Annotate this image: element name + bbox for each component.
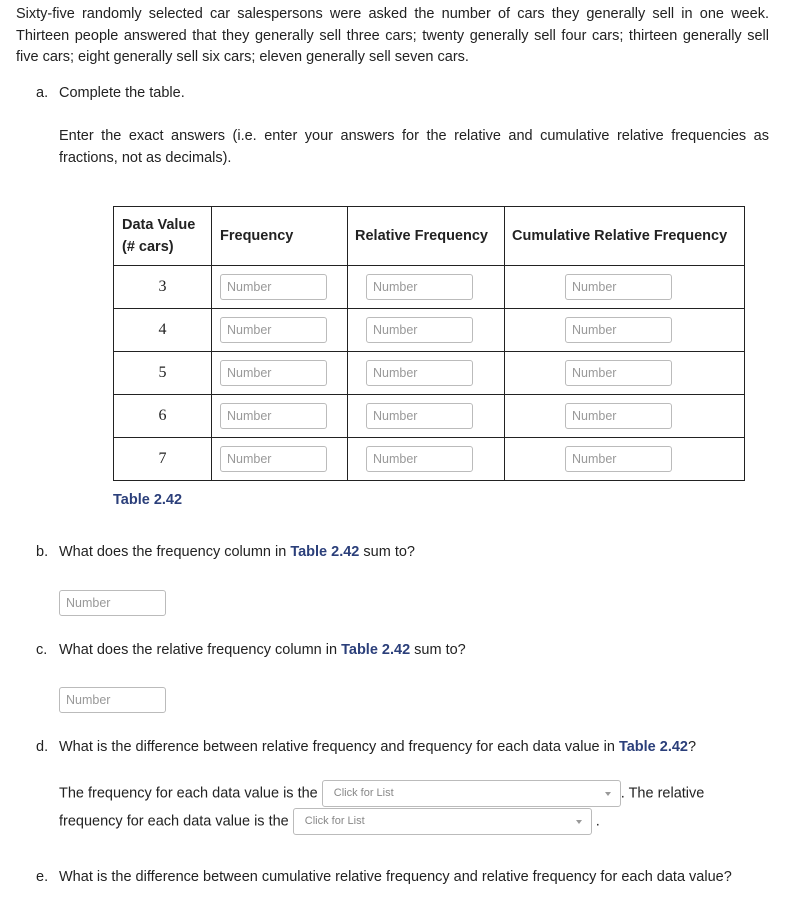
frequency-input[interactable]: Number xyxy=(220,446,327,472)
table-row xyxy=(114,309,745,352)
frequency-table xyxy=(113,206,745,481)
table-header-row xyxy=(114,207,745,266)
table-row xyxy=(114,395,745,438)
part-d-text: What is the difference between relative frequency and frequency for each data value in xyxy=(59,739,619,755)
part-a-instruction: Enter the exact answers (i.e. enter your answers for the relative and cumulative relative frequencies as fractions, not as decimals). xyxy=(59,128,769,166)
table-row xyxy=(114,438,745,481)
relative-frequency-input[interactable]: Number xyxy=(366,274,473,300)
chevron-down-icon xyxy=(605,792,611,796)
table-reference-link: Table 2.42 xyxy=(618,739,688,755)
part-d-sentence-2: frequency for each data value is the Click for List . xyxy=(59,808,600,835)
frequency-input[interactable]: Number xyxy=(220,317,327,343)
table-row xyxy=(114,352,745,395)
table-reference-link: Table 2.42 xyxy=(341,642,411,658)
part-b-text: What does the frequency column in xyxy=(59,544,291,560)
cumulative-relative-frequency-input[interactable]: Number xyxy=(565,317,672,343)
part-a-letter: a. xyxy=(36,85,49,101)
part-b-question: b. What does the frequency column in Table 2.42 sum to? xyxy=(36,544,415,560)
data-value-cell: 7 xyxy=(114,438,212,481)
frequency-sum-input[interactable]: Number xyxy=(59,590,166,616)
part-d-letter: d. xyxy=(36,739,49,755)
header-cumulative-relative-frequency: Cumulative Relative Frequency xyxy=(505,207,745,266)
data-value-cell: 6 xyxy=(114,395,212,438)
header-relative-frequency: Relative Frequency xyxy=(348,207,505,266)
part-d-sentence-1: The frequency for each data value is the Click for List . The relative xyxy=(59,780,704,807)
frequency-input[interactable]: Number xyxy=(220,360,327,386)
header-data-value: Data Value (# cars) xyxy=(114,207,212,266)
relative-frequency-input[interactable]: Number xyxy=(366,446,473,472)
part-c-text: What does the relative frequency column in xyxy=(59,642,342,658)
table-row xyxy=(114,266,745,309)
chevron-down-icon xyxy=(576,820,582,824)
part-e-text: What is the difference between cumulative relative frequency and relative frequency for each data value? xyxy=(59,869,732,885)
data-value-cell: 4 xyxy=(114,309,212,352)
part-e-letter: e. xyxy=(36,869,49,885)
part-e-question xyxy=(36,869,732,885)
relative-frequency-input[interactable]: Number xyxy=(366,403,473,429)
frequency-input[interactable]: Number xyxy=(220,403,327,429)
data-value-cell: 5 xyxy=(114,352,212,395)
frequency-input[interactable]: Number xyxy=(220,274,327,300)
relative-frequency-definition-dropdown[interactable]: Click for List xyxy=(293,808,592,835)
part-a-text: Complete the table. xyxy=(59,85,185,101)
part-a-question xyxy=(36,85,185,101)
part-b-letter: b. xyxy=(36,544,49,560)
frequency-definition-dropdown[interactable]: Click for List xyxy=(322,780,621,807)
relative-frequency-input[interactable]: Number xyxy=(366,317,473,343)
cumulative-relative-frequency-input[interactable]: Number xyxy=(565,446,672,472)
table-caption: Table 2.42 xyxy=(113,492,183,508)
part-d-question: d. What is the difference between relative frequency and frequency for each data value in Table 2.42? xyxy=(36,739,697,755)
part-c-question: c. What does the relative frequency column in Table 2.42 sum to? xyxy=(36,642,466,658)
part-c-letter: c. xyxy=(36,642,48,658)
relative-frequency-sum-input[interactable]: Number xyxy=(59,687,166,713)
relative-frequency-input[interactable]: Number xyxy=(366,360,473,386)
data-value-cell: 3 xyxy=(114,266,212,309)
table-reference-link: Table 2.42 xyxy=(290,544,360,560)
cumulative-relative-frequency-input[interactable]: Number xyxy=(565,274,672,300)
cumulative-relative-frequency-input[interactable]: Number xyxy=(565,403,672,429)
problem-statement: Sixty-five randomly selected car salespersons were asked the number of cars they generally sell in one week. Thirteen people answered that they generally sell three cars; twenty generally sell four cars; thirteen generally sell five cars; eight generally sell six cars; eleven generally sell seven cars. xyxy=(16,6,769,65)
cumulative-relative-frequency-input[interactable]: Number xyxy=(565,360,672,386)
header-frequency: Frequency xyxy=(212,207,348,266)
